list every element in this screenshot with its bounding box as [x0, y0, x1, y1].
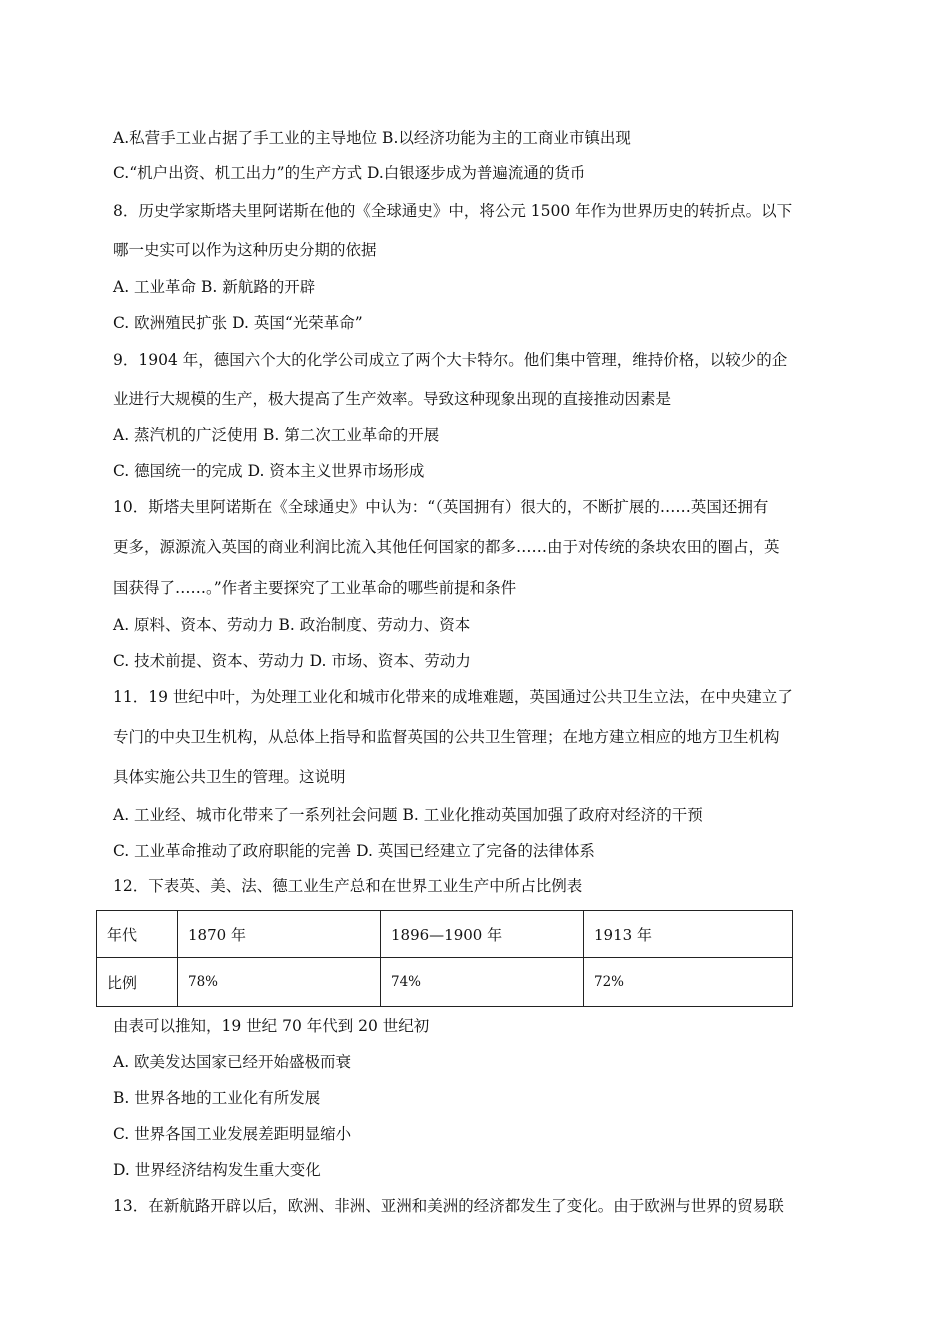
table-row	[97, 958, 793, 1007]
q13-stem-line1: 13．在新航路开辟以后，欧洲、非洲、亚洲和美洲的经济都发生了变化。由于欧洲与世界的贸易联	[113, 1197, 784, 1215]
q9-stem-line2: 业进行大规模的生产，极大提高了生产效率。导致这种现象出现的直接推动因素是	[113, 390, 672, 408]
q10-stem-line3: 国获得了……。”作者主要探究了工业革命的哪些前提和条件	[113, 579, 517, 597]
q11-options-cd: C. 工业革命推动了政府职能的完善 D. 英国已经建立了完备的法律体系	[113, 842, 595, 860]
q12-inference: 由表可以推知，19 世纪 70 年代到 20 世纪初	[113, 1017, 430, 1035]
q9-options-cd: C. 德国统一的完成 D. 资本主义世界市场形成	[113, 462, 425, 480]
table-row	[97, 911, 793, 958]
q12-option-c: C. 世界各国工业发展差距明显缩小	[113, 1125, 352, 1143]
table-cell: 78%	[178, 958, 381, 1007]
q12-option-a: A. 欧美发达国家已经开始盛极而衰	[113, 1053, 352, 1071]
table-cell: 72%	[584, 958, 793, 1007]
q8-stem-line2: 哪一史实可以作为这种历史分期的依据	[113, 241, 377, 259]
q8-options-ab: A. 工业革命 B. 新航路的开辟	[113, 278, 316, 296]
table-cell: 1913 年	[584, 911, 793, 958]
q8-stem-line1: 8．历史学家斯塔夫里阿诺斯在他的《全球通史》中，将公元 1500 年作为世界历史的转折点。以下	[113, 202, 793, 220]
q9-stem-line1: 9．1904 年，德国六个大的化学公司成立了两个大卡特尔。他们集中管理，维持价格，以较少的企	[113, 351, 788, 369]
q12-option-d: D. 世界经济结构发生重大变化	[113, 1161, 321, 1179]
q12-stem: 12．下表英、美、法、德工业生产总和在世界工业生产中所占比例表	[113, 877, 583, 895]
q8-options-cd: C. 欧洲殖民扩张 D. 英国“光荣革命”	[113, 314, 363, 332]
q10-options-cd: C. 技术前提、资本、劳动力 D. 市场、资本、劳动力	[113, 652, 471, 670]
q9-options-ab: A. 蒸汽机的广泛使用 B. 第二次工业革命的开展	[113, 426, 440, 444]
q10-stem-line2: 更多，源源流入英国的商业利润比流入其他任何国家的都多……由于对传统的条块农田的圈占，英	[113, 538, 780, 556]
q7-options-ab: A.私营手工业占据了手工业的主导地位 B.以经济功能为主的工商业市镇出现	[113, 129, 631, 147]
q10-options-ab: A. 原料、资本、劳动力 B. 政治制度、劳动力、资本	[113, 616, 471, 634]
q12-option-b: B. 世界各地的工业化有所发展	[113, 1089, 321, 1107]
q11-stem-line3: 具体实施公共卫生的管理。这说明	[113, 768, 346, 786]
table-cell: 74%	[381, 958, 584, 1007]
q11-options-ab: A. 工业经、城市化带来了一系列社会问题 B. 工业化推动英国加强了政府对经济的干预	[113, 806, 703, 824]
q7-options-cd: C.“机户出资、机工出力”的生产方式 D.白银逐步成为普遍流通的货币	[113, 164, 586, 182]
q11-stem-line1: 11．19 世纪中叶，为处理工业化和城市化带来的成堆难题，英国通过公共卫生立法，在中央建立了	[113, 688, 793, 706]
table-cell: 比例	[97, 958, 178, 1007]
proportion-table	[96, 910, 793, 1007]
table-cell: 年代	[97, 911, 178, 958]
table-cell: 1870 年	[178, 911, 381, 958]
q11-stem-line2: 专门的中央卫生机构，从总体上指导和监督英国的公共卫生管理；在地方建立相应的地方卫生机构	[113, 728, 780, 746]
table-cell: 1896—1900 年	[381, 911, 584, 958]
q10-stem-line1: 10．斯塔夫里阿诺斯在《全球通史》中认为：“（英国拥有）很大的，不断扩展的……英国还拥有	[113, 498, 769, 516]
